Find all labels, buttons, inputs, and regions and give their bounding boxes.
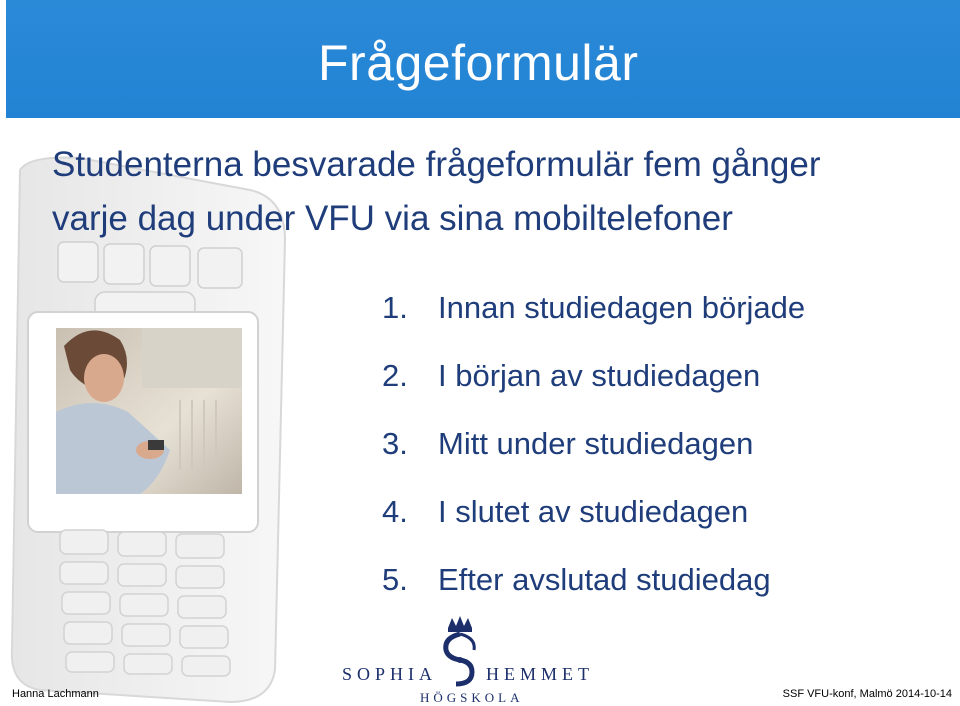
list-text: I slutet av studiedagen xyxy=(438,494,749,529)
logo-word-hogskola: HÖGSKOLA xyxy=(420,690,524,705)
logo-word-sophia: SOPHIA xyxy=(342,664,438,684)
list-item xyxy=(382,358,805,426)
list-number: 3. xyxy=(382,426,408,461)
list-text: Efter avslutad studiedag xyxy=(438,562,771,597)
intro-line-2: varje dag under VFU via sina mobiltelefoner xyxy=(52,199,733,238)
list-text: I början av studiedagen xyxy=(438,358,761,393)
footer-event: SSF VFU-konf, Malmö 2014-10-14 xyxy=(782,688,952,700)
list-text: Mitt under studiedagen xyxy=(438,426,754,461)
list-number: 2. xyxy=(382,358,408,393)
list-number: 5. xyxy=(382,562,408,597)
list-item xyxy=(382,290,805,358)
intro-text xyxy=(52,138,932,246)
list-number: 1. xyxy=(382,290,408,325)
list-number: 4. xyxy=(382,494,408,529)
list-item xyxy=(382,426,805,494)
logo-word-hemmet: HEMMET xyxy=(486,664,594,684)
crown-crest-icon xyxy=(436,614,484,690)
intro-line-1: Studenterna besvarade frågeformulär fem gånger xyxy=(52,145,821,184)
list-item xyxy=(382,494,805,562)
footer-author: Hanna Lachmann xyxy=(12,688,99,700)
timepoint-list xyxy=(382,290,805,630)
list-text: Innan studiedagen började xyxy=(438,290,806,325)
slide-title: Frågeformulär xyxy=(318,35,639,91)
title-bar xyxy=(6,0,960,118)
